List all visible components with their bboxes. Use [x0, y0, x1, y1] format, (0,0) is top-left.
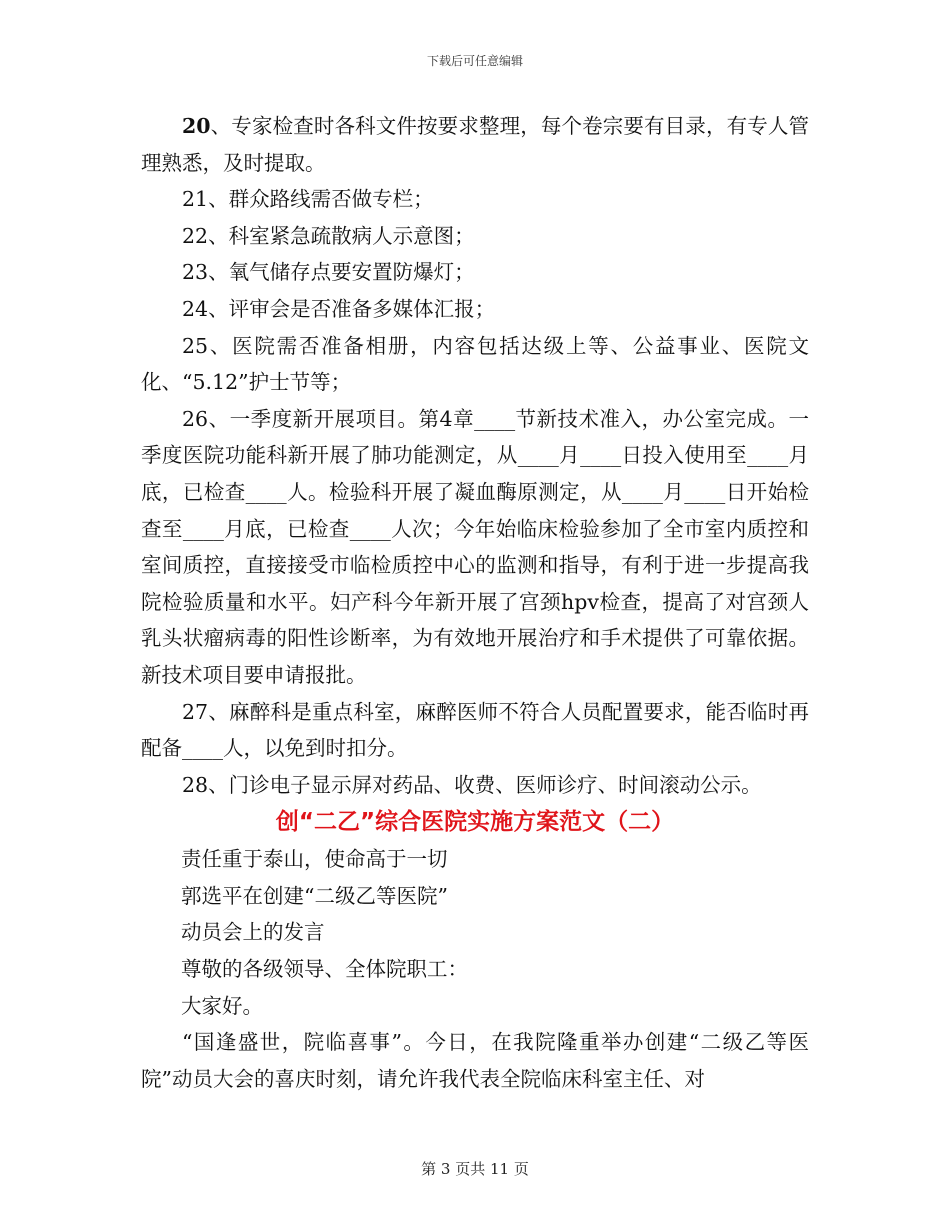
item-text: 、门诊电子显示屏对药品、收费、医师诊疗、时间滚动公示。 [208, 772, 762, 797]
list-item-22 [141, 218, 809, 255]
speech-paragraph: “国逢盛世，院临喜事”。今日，在我院隆重举办创建“二级乙等医院”动员大会的喜庆时刻，请允许我代表全院临床科室主任、对 [141, 1030, 809, 1091]
item-text: 、麻醉科是重点科室，麻醉医师不符合人员配置要求，能否临时再配备____人，以免到时扣分。 [141, 699, 809, 761]
list-item-26 [141, 401, 809, 694]
list-item-21 [141, 181, 809, 218]
item-number: 20 [182, 114, 211, 138]
list-item-28 [141, 767, 809, 804]
list-item-23 [141, 254, 809, 291]
list-item-25 [141, 328, 809, 401]
page-footer: 第 3 页共 11 页 [421, 1160, 529, 1178]
item-number: 28 [182, 772, 209, 797]
item-number: 22 [182, 223, 209, 248]
item-number: 23 [182, 260, 209, 285]
list-item-24 [141, 291, 809, 328]
document-body [141, 108, 809, 1097]
speech-line-5: 大家好。 [180, 993, 263, 1018]
speech-line-2: 郭选平在创建“二级乙等医院” [180, 883, 448, 908]
item-number: 24 [182, 296, 209, 321]
speech-line-3: 动员会上的发言 [180, 920, 325, 945]
speech-line-1: 责任重于泰山，使命高于一切 [180, 847, 448, 872]
item-number: 25 [182, 333, 209, 358]
item-text: 、评审会是否准备多媒体汇报； [208, 296, 496, 321]
list-item-27 [141, 694, 809, 767]
item-number: 26 [182, 406, 209, 431]
page-header: 下载后可任意编辑 [426, 54, 523, 68]
item-text: 、群众路线需否做专栏； [208, 187, 434, 212]
section-title: 创“二乙”综合医院实施方案范文（二） [275, 809, 675, 836]
list-item-20 [141, 108, 809, 181]
item-number: 27 [182, 699, 209, 724]
item-text: 、一季度新开展项目。第4章____节新技术准入，办公室完成。一季度医院功能科新开展了肺功能测定，从____月____日投入使用至____月底，已检查____人。检验科开展了凝血酶原测定，从____月____日开始检查至____月底，已检查____人次；今年始临床检验参加了全市室内质控和室间质控，直接接受市临检质控中心的监测和指导，有利于进一步提高我院检验质量和水平。妇产科今年新开展了宫颈hpv检查，提高了对宫颈人乳头状瘤病毒的阳性诊断率，为有效地开展治疗和手术提供了可靠依据。新技术项目要申请报批。 [141, 406, 809, 687]
speech-line-4: 尊敬的各级领导、全体院职工： [180, 957, 468, 982]
item-text: 、科室紧急疏散病人示意图； [208, 223, 475, 248]
item-text: 、专家检查时各科文件按要求整理，每个卷宗要有目录，有专人管理熟悉，及时提取。 [141, 114, 809, 175]
item-text: 、医院需否准备相册，内容包括达级上等、公益事业、医院文化、“5.12”护士节等； [141, 333, 809, 395]
item-text: 、氧气储存点要安置防爆灯； [208, 260, 475, 285]
item-number: 21 [182, 187, 209, 212]
